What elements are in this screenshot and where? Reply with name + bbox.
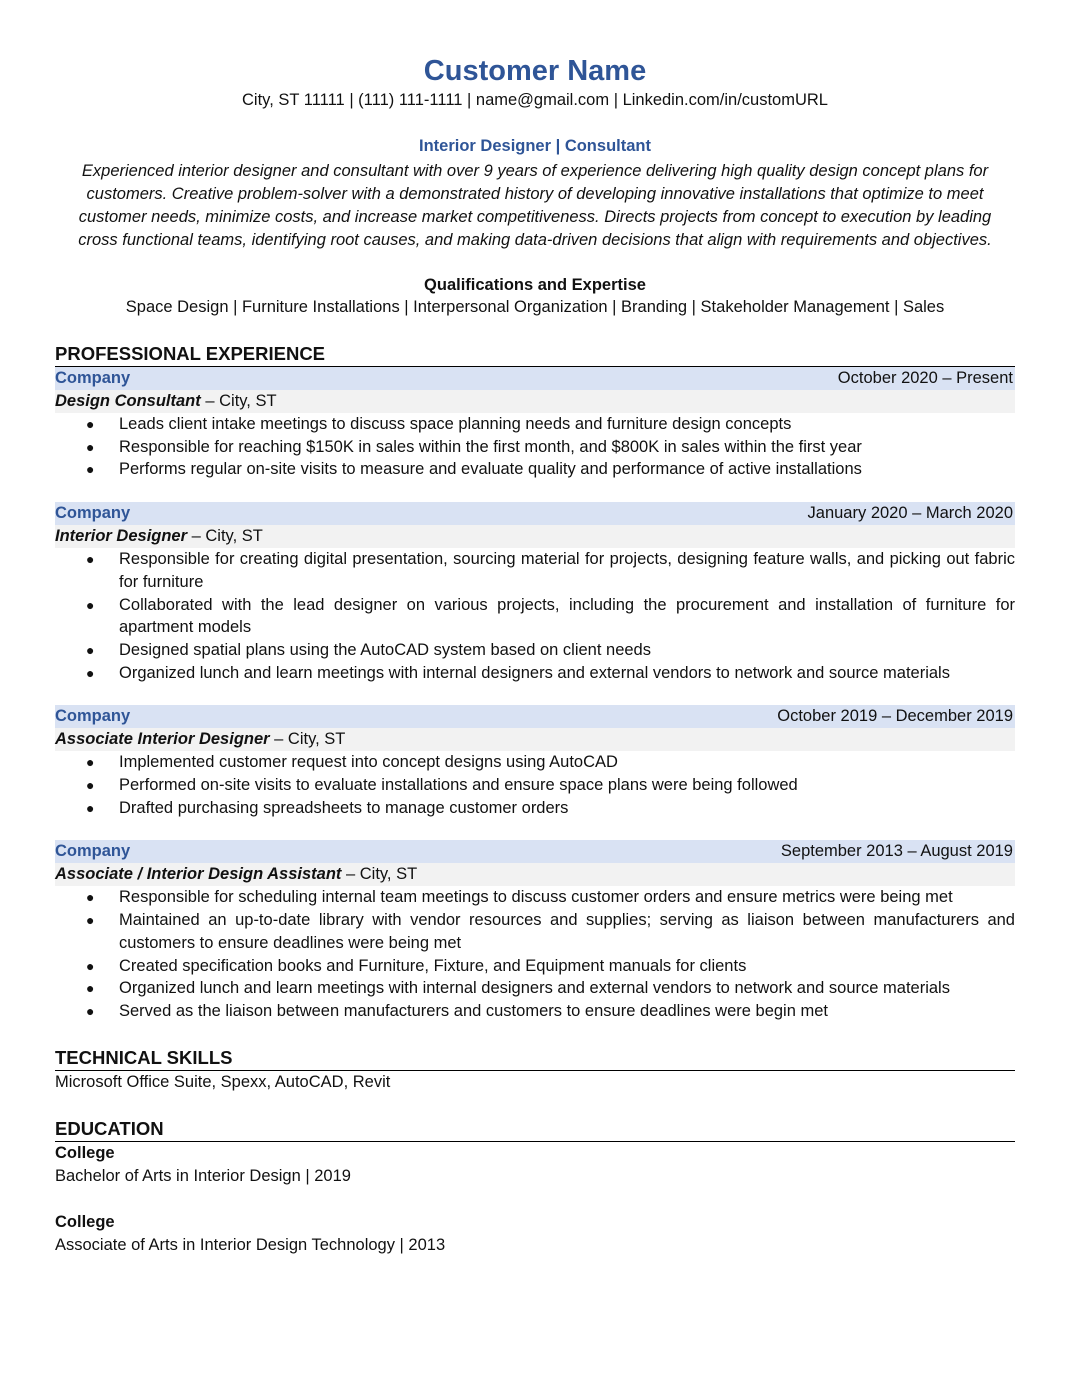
role-location: – City, ST (187, 527, 263, 546)
job-dates: October 2020 – Present (837, 369, 1013, 387)
job-entry (55, 502, 1015, 684)
company-row (55, 840, 1015, 863)
job-bullets (55, 548, 1015, 684)
company-row (55, 502, 1015, 525)
bullet-text: Maintained an up-to-date library with vendor resources and supplies; serving as liaison between manufacturers and customers to ensure deadlines were being met (119, 911, 1015, 952)
company-name: Company (55, 504, 131, 523)
education-entry (55, 1142, 1015, 1188)
company-name: Company (55, 707, 131, 726)
degree-line: Associate of Arts in Interior Design Technology | 2013 (55, 1235, 446, 1254)
bullet-item (55, 436, 1015, 459)
bullet-text: Performs regular on-site visits to measure and evaluate quality and performance of active installations (119, 460, 862, 479)
role-title: Associate / Interior Design Assistant (55, 865, 342, 884)
bullet-item (55, 751, 1015, 774)
bullet-item (55, 1000, 1015, 1023)
skills-heading: TECHNICAL SKILLS (55, 1046, 1015, 1071)
qualifications-heading: Qualifications and Expertise (424, 276, 646, 294)
job-dates: January 2020 – March 2020 (807, 504, 1013, 523)
bullet-item (55, 977, 1015, 1000)
bullet-icon: ● (86, 957, 95, 974)
bullet-icon: ● (86, 416, 95, 432)
bullet-item (55, 413, 1015, 436)
company-row (55, 367, 1015, 390)
bullet-text: Drafted purchasing spreadsheets to manage customer orders (119, 798, 569, 817)
bullet-text: Served as the liaison between manufacturers and customers to ensure deadlines were begin met (119, 1001, 828, 1020)
bullet-icon: ● (86, 754, 95, 771)
job-dates: September 2013 – August 2019 (780, 842, 1013, 861)
bullet-item (55, 548, 1015, 593)
experience-list (55, 367, 1015, 1023)
bullet-icon: ● (86, 551, 95, 568)
skills-text: Microsoft Office Suite, Spexx, AutoCAD, Revit (55, 1072, 391, 1091)
company-name: Company (55, 369, 131, 387)
bullet-text: Organized lunch and learn meetings with internal designers and external vendors to network and source materials (119, 979, 950, 998)
school-name: College (55, 1212, 115, 1231)
company-row (55, 705, 1015, 728)
school-name: College (55, 1143, 115, 1162)
job-entry (55, 840, 1015, 1022)
role-title: Associate Interior Designer (55, 730, 270, 749)
bullet-icon: ● (86, 799, 95, 816)
bullet-text: Leads client intake meetings to discuss space planning needs and furniture design concepts (119, 415, 792, 433)
bullet-text: Created specification books and Furniture, Fixture, and Equipment manuals for clients (119, 956, 747, 975)
education-entry (55, 1211, 1015, 1257)
bullet-text: Collaborated with the lead designer on various projects, including the procurement and installation of furniture for apartment models (119, 595, 1015, 637)
resume-page (55, 0, 1015, 1257)
bullet-icon: ● (86, 438, 95, 455)
bullet-item (55, 886, 1015, 909)
bullet-icon: ● (86, 461, 95, 478)
bullet-text: Responsible for reaching $150K in sales within the first month, and $800K in sales within the first year (119, 437, 862, 456)
degree-line: Bachelor of Arts in Interior Design | 2019 (55, 1166, 351, 1185)
bullet-icon: ● (86, 912, 95, 929)
job-bullets (55, 886, 1015, 1022)
job-bullets (55, 751, 1015, 819)
contact-line: City, ST 11111 | (111) 111-1111 | name@gmail.com | Linkedin.com/in/customURL (242, 91, 828, 109)
role-row (55, 390, 1015, 413)
bullet-text: Designed spatial plans using the AutoCAD system based on client needs (119, 640, 651, 659)
headline: Interior Designer | Consultant (419, 137, 651, 155)
education-heading: EDUCATION (55, 1117, 1015, 1142)
bullet-icon: ● (86, 596, 95, 613)
bullet-item (55, 955, 1015, 978)
job-dates: October 2019 – December 2019 (777, 707, 1013, 726)
role-location: – City, ST (341, 865, 418, 884)
bullet-icon: ● (86, 1002, 95, 1019)
bullet-item (55, 639, 1015, 662)
bullet-icon: ● (86, 980, 95, 997)
company-name: Company (55, 842, 131, 861)
bullet-item (55, 662, 1015, 685)
role-title: Interior Designer (55, 527, 188, 546)
bullet-text: Implemented customer request into concept designs using AutoCAD (119, 753, 618, 772)
job-entry (55, 705, 1015, 819)
summary-paragraph: Experienced interior designer and consultant with over 9 years of experience delivering high quality design concept plans for customers. Creative problem-solver with a demonstrated history of developing innovative installations that optimize to meet customer needs, minimize costs, and increase market competitiveness. Directs projects from concept to execution by leading cross functional teams, identifying root causes, and making data-driven decisions that align with requirements and objectives. (78, 162, 992, 249)
bullet-text: Responsible for scheduling internal team meetings to discuss customer orders and ensure metrics were being met (119, 888, 953, 907)
job-entry (55, 367, 1015, 481)
role-title: Design Consultant (55, 392, 201, 410)
bullet-item (55, 797, 1015, 820)
bullet-item (55, 594, 1015, 639)
bullet-text: Organized lunch and learn meetings with internal designers and external vendors to network and source materials (119, 663, 950, 682)
candidate-name: Customer Name (423, 55, 647, 87)
bullet-item (55, 909, 1015, 954)
bullet-icon: ● (86, 641, 95, 658)
bullet-text: Performed on-site visits to evaluate installations and ensure space plans were being followed (119, 776, 798, 795)
bullet-item (55, 774, 1015, 797)
bullet-item (55, 458, 1015, 481)
role-row (55, 728, 1015, 751)
bullet-icon: ● (86, 777, 95, 794)
role-row (55, 525, 1015, 548)
role-location: – City, ST (200, 392, 277, 410)
experience-heading: PROFESSIONAL EXPERIENCE (55, 342, 1015, 367)
qualifications-list: Space Design | Furniture Installations | Interpersonal Organization | Branding | Stakeholder Management | Sales (125, 298, 945, 316)
role-location: – City, ST (269, 730, 346, 749)
bullet-icon: ● (86, 889, 95, 906)
role-row (55, 863, 1015, 886)
bullet-text: Responsible for creating digital presentation, sourcing material for projects, designing feature walls, and picking out fabric for furniture (119, 550, 1015, 591)
bullet-icon: ● (86, 664, 95, 681)
job-bullets (55, 413, 1015, 481)
